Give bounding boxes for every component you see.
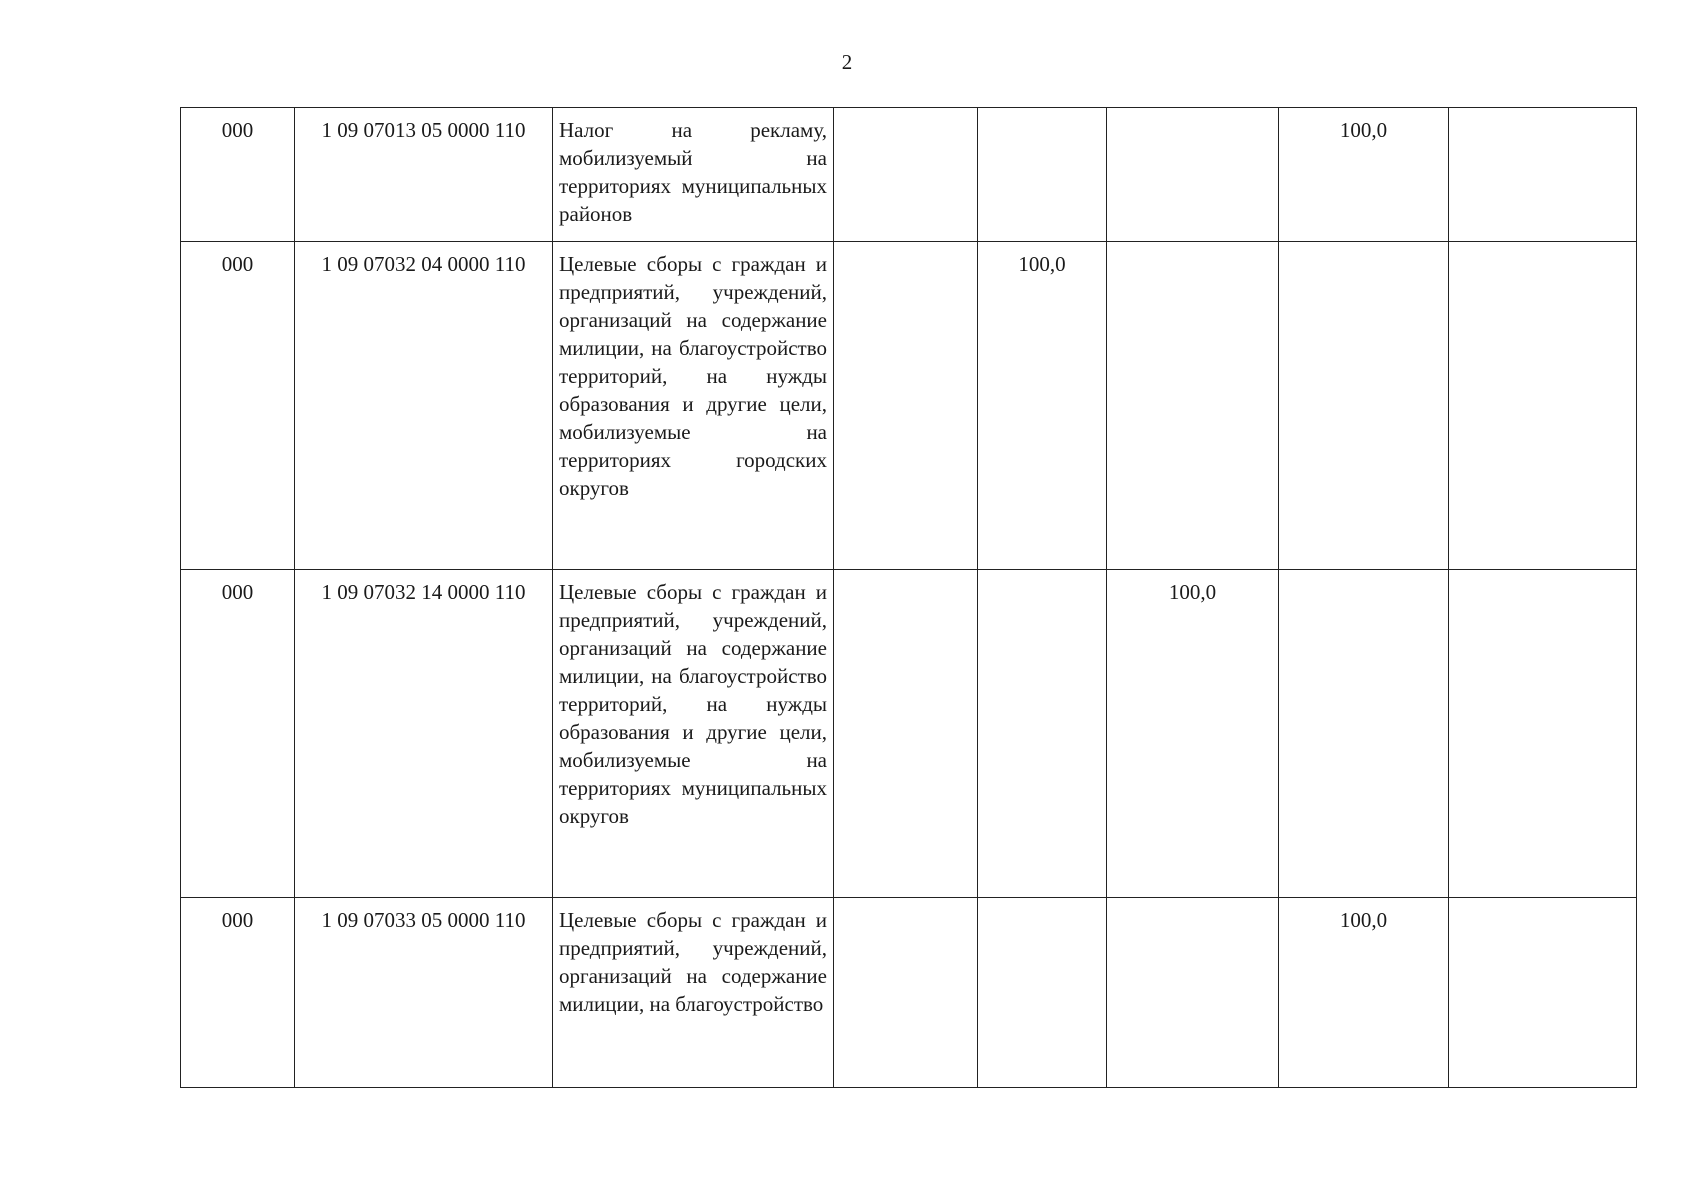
table-row bbox=[181, 570, 1637, 898]
value-cell bbox=[1107, 242, 1279, 570]
table-row bbox=[181, 108, 1637, 242]
revenue-name-cell: Целевые сборы с граждан и предприятий, учреждений, организаций на содержание милиции, на благоустройство bbox=[553, 898, 834, 1088]
value-cell bbox=[1449, 898, 1637, 1088]
value-cell bbox=[978, 898, 1107, 1088]
budget-code-cell: 1 09 07013 05 0000 110 bbox=[295, 108, 553, 242]
value-cell: 100,0 bbox=[978, 242, 1107, 570]
value-cell: 100,0 bbox=[1279, 898, 1449, 1088]
value-cell bbox=[1449, 570, 1637, 898]
value-cell bbox=[1107, 108, 1279, 242]
value-cell bbox=[834, 242, 978, 570]
table-row bbox=[181, 898, 1637, 1088]
revenue-table bbox=[180, 107, 1637, 1088]
value-cell bbox=[1279, 242, 1449, 570]
value-cell bbox=[978, 108, 1107, 242]
budget-code-cell: 1 09 07032 04 0000 110 bbox=[295, 242, 553, 570]
value-cell bbox=[834, 898, 978, 1088]
admin-code-cell: 000 bbox=[181, 898, 295, 1088]
revenue-name-cell: Целевые сборы с граждан и предприятий, учреждений, организаций на содержание милиции, на благоустройство территорий, на нужды образования и другие цели, мобилизуемые на территориях городских округов bbox=[553, 242, 834, 570]
admin-code-cell: 000 bbox=[181, 108, 295, 242]
budget-code-cell: 1 09 07033 05 0000 110 bbox=[295, 898, 553, 1088]
value-cell bbox=[1449, 242, 1637, 570]
value-cell: 100,0 bbox=[1107, 570, 1279, 898]
value-cell bbox=[1107, 898, 1279, 1088]
value-cell: 100,0 bbox=[1279, 108, 1449, 242]
value-cell bbox=[978, 570, 1107, 898]
value-cell bbox=[834, 570, 978, 898]
page-number: 2 bbox=[841, 50, 853, 74]
table-row bbox=[181, 242, 1637, 570]
value-cell bbox=[834, 108, 978, 242]
budget-code-cell: 1 09 07032 14 0000 110 bbox=[295, 570, 553, 898]
revenue-name-cell: Налог на рекламу, мобилизуемый на территориях муниципальных районов bbox=[553, 108, 834, 242]
admin-code-cell: 000 bbox=[181, 570, 295, 898]
value-cell bbox=[1449, 108, 1637, 242]
value-cell bbox=[1279, 570, 1449, 898]
revenue-name-cell: Целевые сборы с граждан и предприятий, учреждений, организаций на содержание милиции, на благоустройство территорий, на нужды образования и другие цели, мобилизуемые на территориях муниципальных округов bbox=[553, 570, 834, 898]
admin-code-cell: 000 bbox=[181, 242, 295, 570]
